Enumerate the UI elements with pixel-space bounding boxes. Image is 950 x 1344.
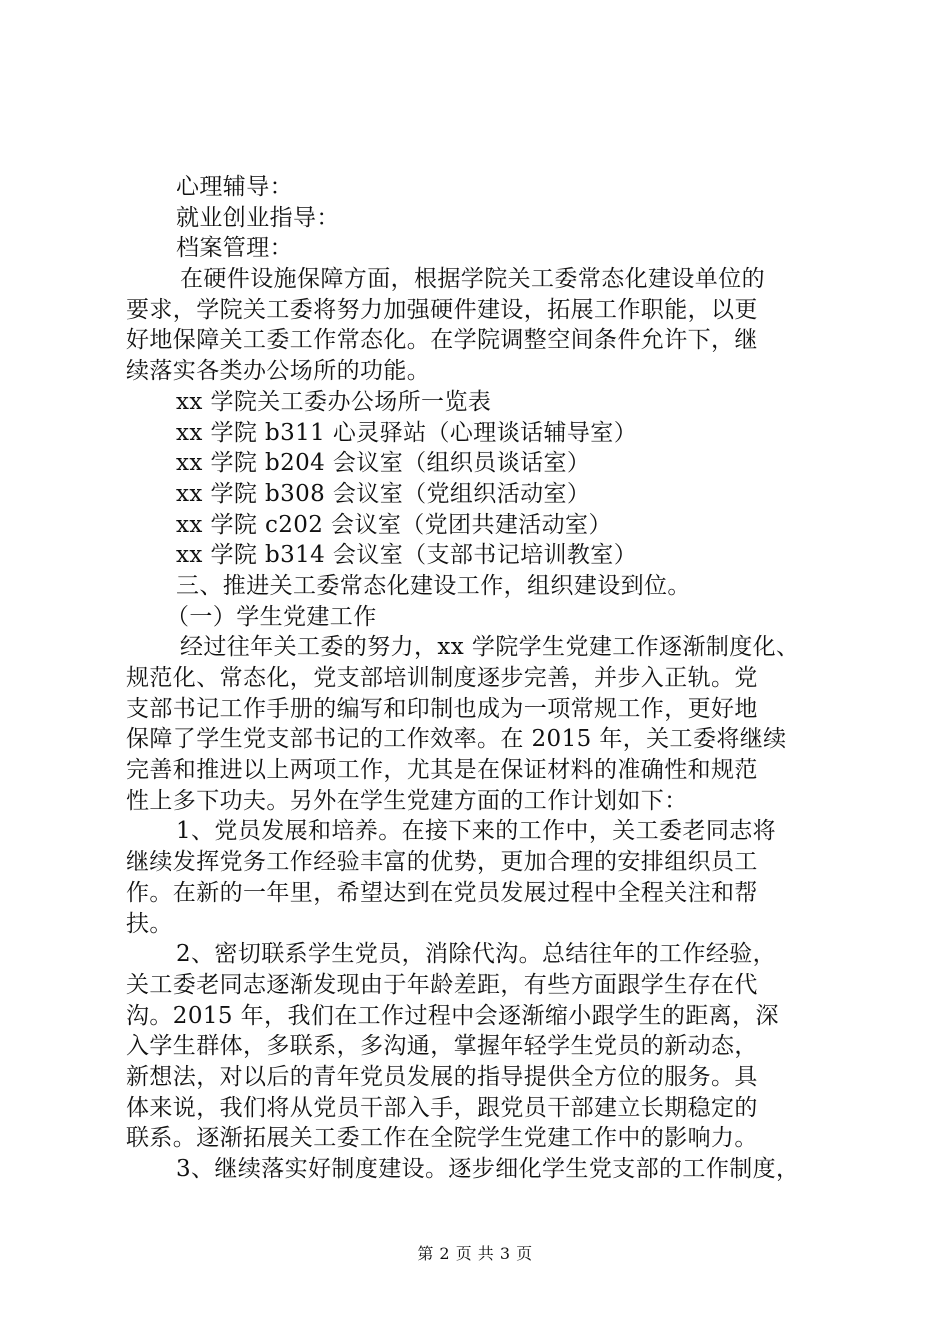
list-item: xx 学院 c202 会议室（党团共建活动室） <box>176 511 612 538</box>
text-line: 联系。逐渐拓展关工委工作在全院学生党建工作中的影响力。 <box>126 1125 758 1152</box>
text-line: 完善和推进以上两项工作，尤其是在保证材料的准确性和规范 <box>126 757 758 784</box>
text-line: 继续发挥党务工作经验丰富的优势，更加合理的安排组织员工 <box>126 849 758 876</box>
text-line: 入学生群体，多联系，多沟通，掌握年轻学生党员的新动态， <box>126 1033 758 1060</box>
text-line: 规范化、常态化，党支部培训制度逐步完善，并步入正轨。党 <box>126 665 758 691</box>
text-line: 扶。 <box>126 910 173 937</box>
subsection-heading: （一）学生党建工作 <box>166 603 377 630</box>
text-line: 续落实各类办公场所的功能。 <box>126 358 431 385</box>
paragraph-first-line: 经过往年关工委的努力，xx 学院学生党建工作逐渐制度化、 <box>180 634 800 661</box>
text-line: 心理辅导： <box>176 174 293 200</box>
section-heading: 三、推进关工委常态化建设工作，组织建设到位。 <box>176 572 691 599</box>
paragraph-first-line: 2、密切联系学生党员，消除代沟。总结往年的工作经验， <box>176 941 777 968</box>
list-item: xx 学院 b204 会议室（组织员谈话室） <box>176 450 591 477</box>
list-title: xx 学院关工委办公场所一览表 <box>176 388 492 415</box>
text-line: 要求，学院关工委将努力加强硬件建设，拓展工作职能，以更 <box>126 296 758 323</box>
text-line: 支部书记工作手册的编写和印制也成为一项常规工作，更好地 <box>126 695 758 722</box>
text-line: 保障了学生党支部书记的工作效率。在 2015 年，关工委将继续 <box>126 726 787 753</box>
text-line: 好地保障关工委工作常态化。在学院调整空间条件允许下，继 <box>126 327 758 354</box>
text-line: 体来说，我们将从党员干部入手，跟党员干部建立长期稳定的 <box>126 1094 758 1121</box>
list-item: xx 学院 b308 会议室（党组织活动室） <box>176 480 591 507</box>
list-item: xx 学院 b311 心灵驿站（心理谈话辅导室） <box>176 419 638 446</box>
paragraph-first-line: 在硬件设施保障方面，根据学院关工委常态化建设单位的 <box>180 266 765 293</box>
text-line: 性上多下功夫。另外在学生党建方面的工作计划如下： <box>126 787 688 814</box>
text-line: 新想法，对以后的青年党员发展的指导提供全方位的服务。具 <box>126 1063 758 1090</box>
text-line: 作。在新的一年里，希望达到在党员发展过程中全程关注和帮 <box>126 879 758 906</box>
text-line: 就业创业指导： <box>176 204 340 231</box>
paragraph-first-line: 3、继续落实好制度建设。逐步细化学生党支部的工作制度， <box>176 1156 800 1182</box>
text-line: 沟。2015 年，我们在工作过程中会逐渐缩小跟学生的距离，深 <box>126 1002 779 1029</box>
page-footer: 第 2 页 共 3 页 <box>417 1244 533 1263</box>
paragraph-first-line: 1、党员发展和培养。在接下来的工作中，关工委老同志将 <box>176 818 777 845</box>
text-line: 档案管理： <box>176 235 293 262</box>
list-item: xx 学院 b314 会议室（支部书记培训教室） <box>176 542 638 569</box>
body-text <box>126 172 830 1185</box>
text-line: 关工委老同志逐渐发现由于年龄差距，有些方面跟学生存在代 <box>126 971 758 998</box>
